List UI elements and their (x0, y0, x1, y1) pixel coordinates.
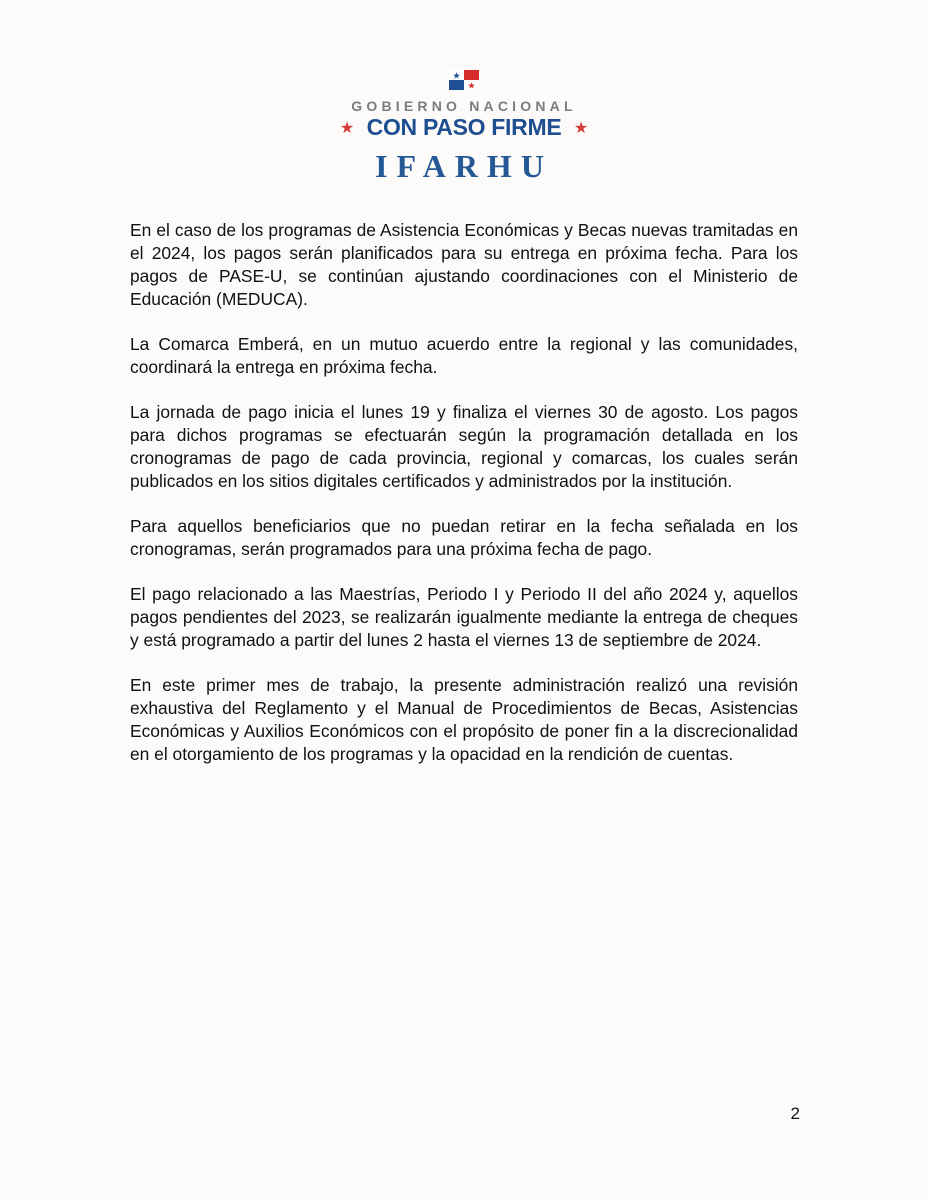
paragraph: Para aquellos beneficiarios que no puedan retirar en la fecha señalada en los cronogramas, serán programados para una próxima fecha de pago. (130, 516, 798, 559)
paragraph: En este primer mes de trabajo, la presente administración realizó una revisión exhaustiva del Reglamento y el Manual de Procedimientos de Becas, Asistencias Económicas y Auxilios Económicos con el propósito de poner fin a la discrecionalidad en el otorgamiento de los programas y la opacidad en la rendición de cuentas. (130, 675, 798, 764)
slogan-row (0, 114, 928, 144)
letterhead (0, 70, 928, 190)
paragraph: El pago relacionado a las Maestrías, Periodo I y Periodo II del año 2024 y, aquellos pagos pendientes del 2023, se realizarán igualmente mediante la entrega de cheques y está programado a partir del lunes 2 hasta el viernes 13 de septiembre de 2024. (130, 584, 798, 650)
panama-flag-icon (449, 70, 479, 90)
left-star-icon: ★ (339, 119, 355, 137)
paragraph: La Comarca Emberá, en un mutuo acuerdo entre la regional y las comunidades, coordinará la entrega en próxima fecha. (130, 334, 798, 377)
page-number: 2 (790, 1104, 800, 1123)
right-star-icon: ★ (573, 119, 589, 137)
paragraph: La jornada de pago inicia el lunes 19 y finaliza el viernes 30 de agosto. Los pagos para dichos programas se efectuarán según la programación detallada en los cronogramas de pago de cada provincia, regional y comarcas, los cuales serán publicados en los sitios digitales certificados y administrados por la institución. (130, 402, 798, 491)
government-label: GOBIERNO NACIONAL (351, 98, 577, 114)
paragraph: En el caso de los programas de Asistencia Económicas y Becas nuevas tramitadas en el 2024, los pagos serán planificados para su entrega en próxima fecha. Para los pagos de PASE-U, se continúan ajustando coordinaciones con el Ministerio de Educación (MEDUCA). (130, 220, 798, 309)
institution-name: IFARHU (375, 148, 553, 184)
document-body (130, 219, 798, 788)
slogan: CON PASO FIRME (366, 114, 562, 140)
